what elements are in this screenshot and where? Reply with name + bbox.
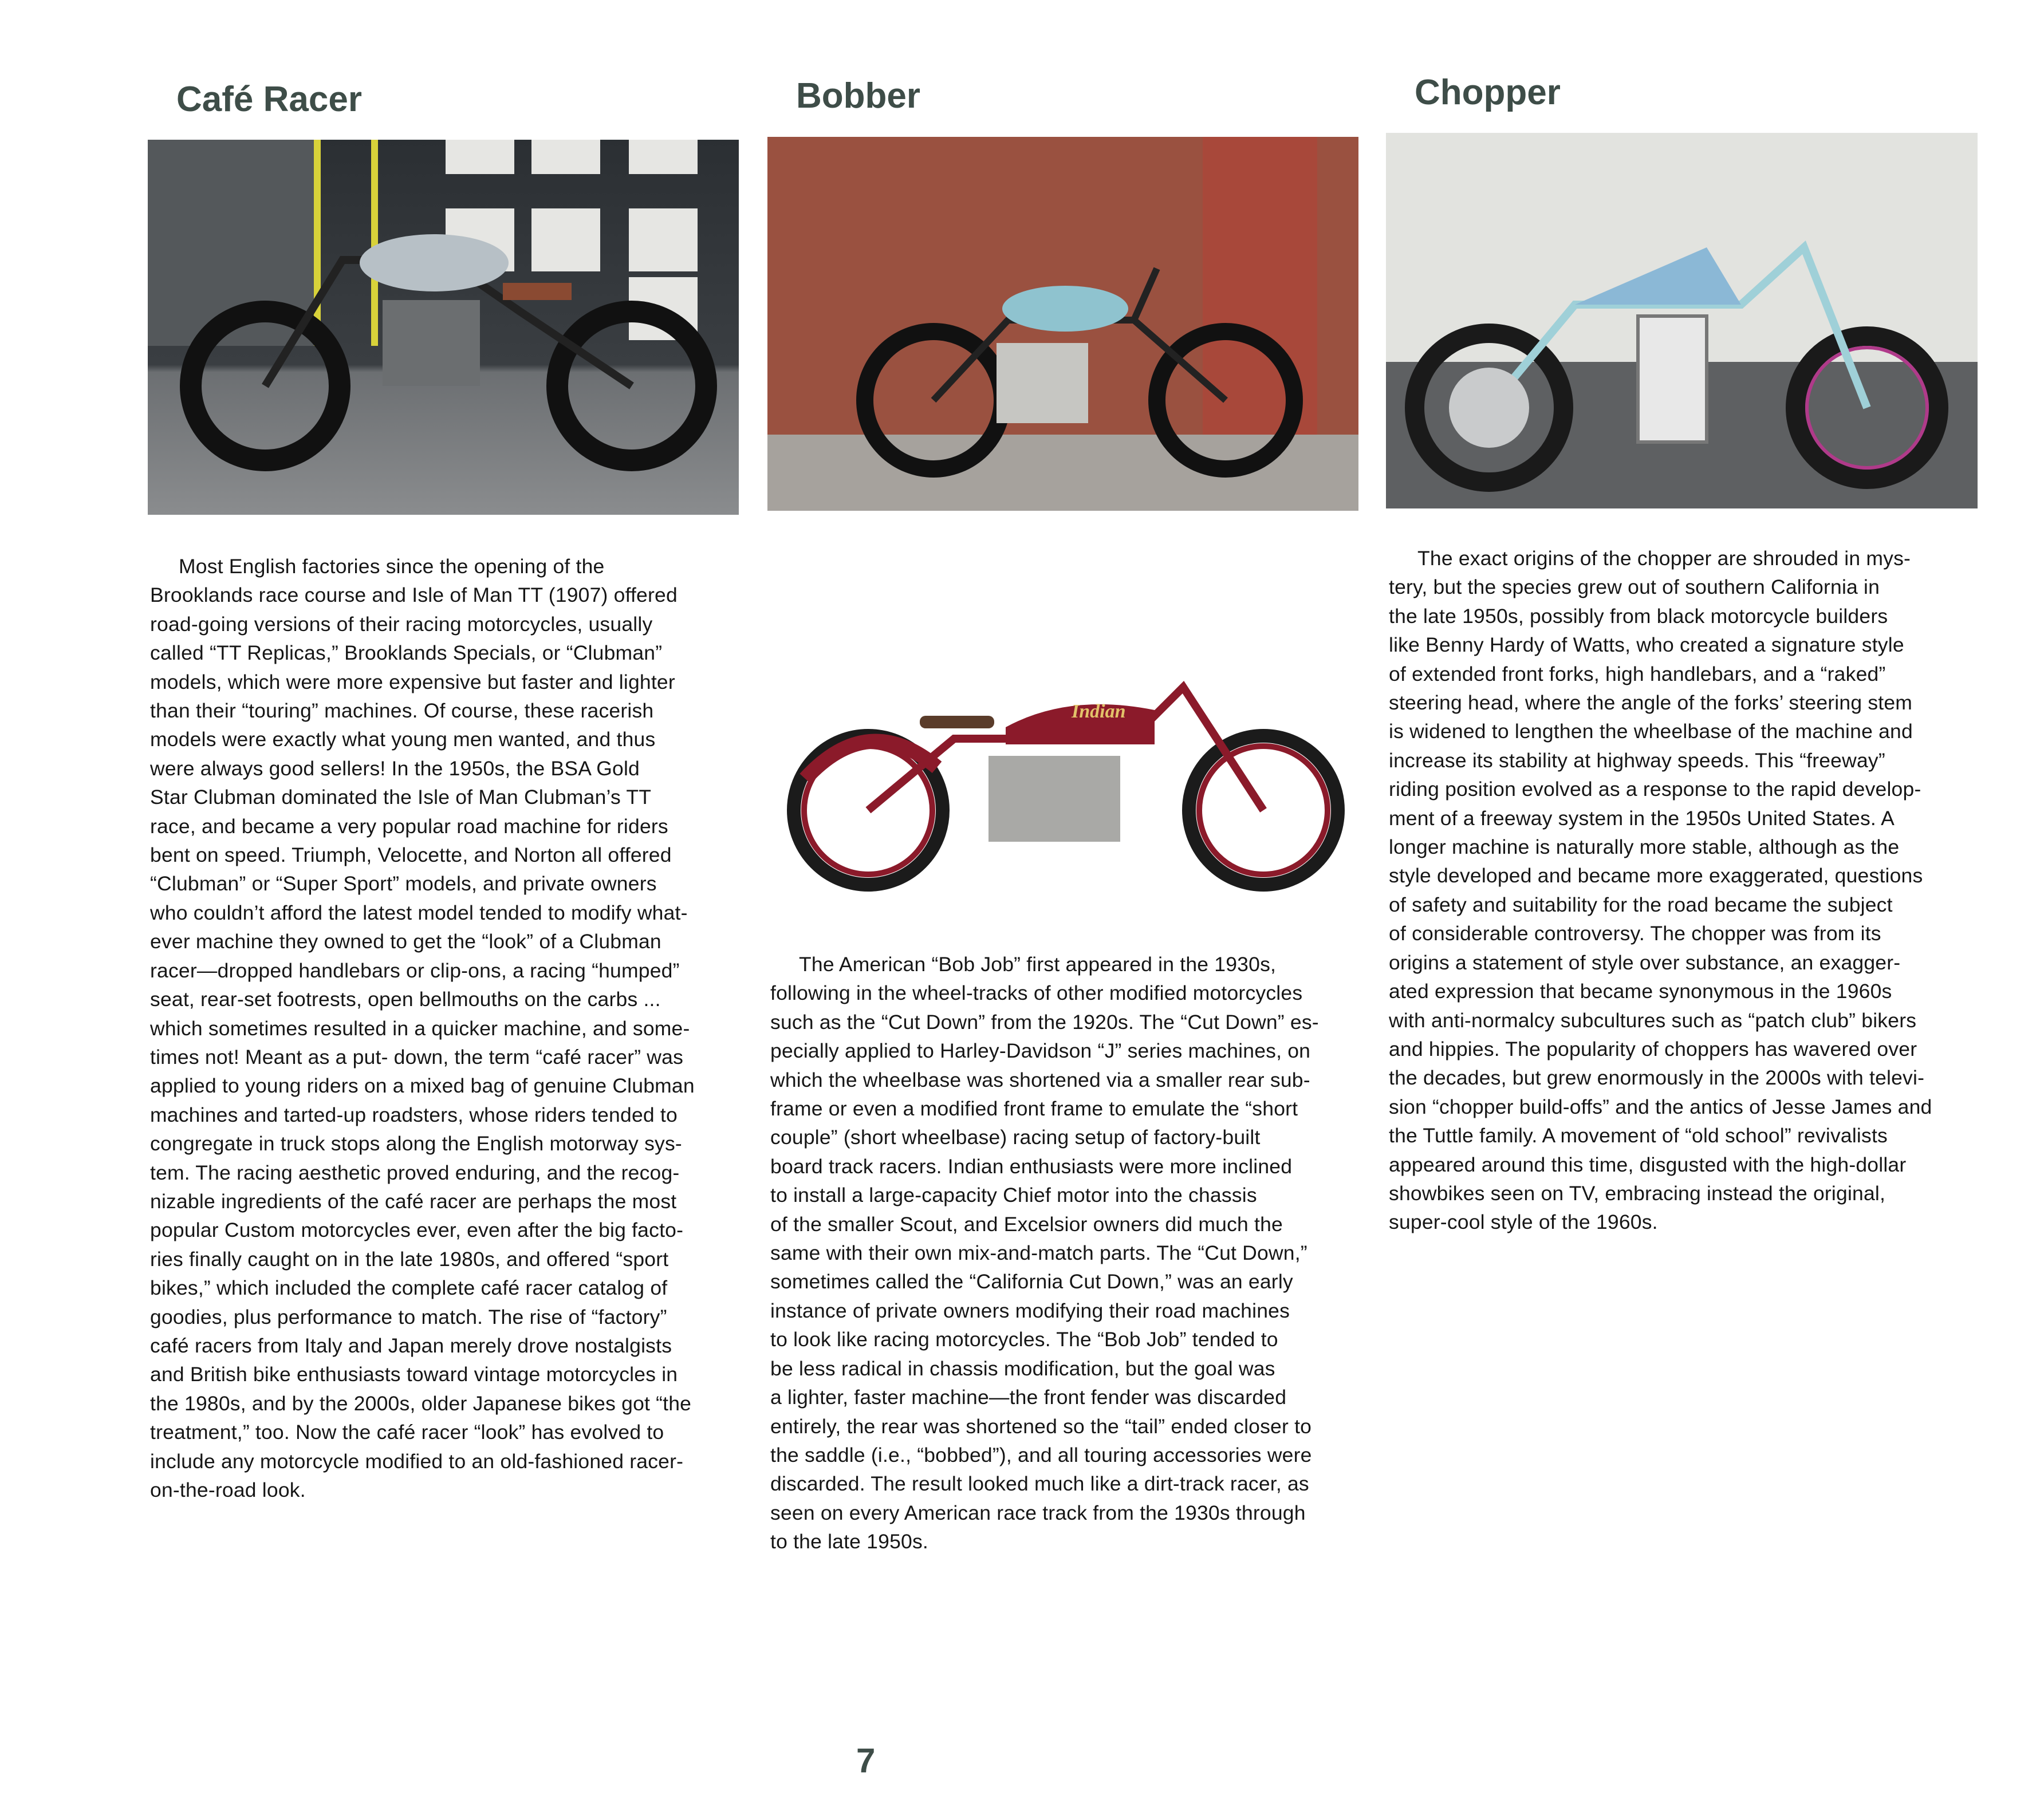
- text-line: “Clubman” or “Super Sport” models, and private owners: [150, 872, 657, 896]
- bobber-text: [770, 950, 1319, 1556]
- text-line: were always good sellers! In the 1950s, the BSA Gold: [150, 756, 640, 780]
- text-line: such as the “Cut Down” from the 1920s. The “Cut Down” es-: [770, 1010, 1319, 1034]
- text-line: sometimes called the “California Cut Down,” was an early: [770, 1270, 1293, 1294]
- chopper-photo: [1386, 133, 1978, 508]
- text-line: Star Clubman dominated the Isle of Man Clubman’s TT: [150, 786, 652, 809]
- text-line: the saddle (i.e., “bobbed”), and all touring accessories were: [770, 1443, 1312, 1466]
- text-line: to install a large-capacity Chief motor into the chassis: [770, 1184, 1257, 1207]
- text-line: than their “touring” machines. Of course, these racerish: [150, 699, 654, 723]
- text-line: like Benny Hardy of Watts, who created a signature style: [1389, 633, 1904, 657]
- text-line: following in the wheel-tracks of other modified motorcycles: [770, 981, 1303, 1005]
- text-line: nizable ingredients of the café racer are perhaps the most: [150, 1189, 677, 1213]
- text-line: super-cool style of the 1960s.: [1389, 1211, 1658, 1234]
- text-line: style developed and became more exaggerated, questions: [1389, 864, 1923, 888]
- section-title-bobber: Bobber: [796, 76, 920, 116]
- text-line: the decades, but grew enormously in the 2000s with televi-: [1389, 1066, 1925, 1090]
- text-line: pecially applied to Harley-Davidson “J” series machines, on: [770, 1039, 1311, 1063]
- text-line: ated expression that became synonymous in the 1960s: [1389, 980, 1892, 1003]
- text-line: applied to young riders on a mixed bag of genuine Clubman: [150, 1074, 695, 1098]
- text-line: which sometimes resulted in a quicker machine, and some-: [150, 1016, 690, 1040]
- text-line: discarded. The result looked much like a dirt-track racer, as: [770, 1472, 1309, 1496]
- text-line: is widened to lengthen the wheelbase of the machine and: [1389, 720, 1913, 743]
- text-line: to look like racing motorcycles. The “Bob Job” tended to: [770, 1328, 1278, 1351]
- text-line: The American “Bob Job” first appeared in the 1930s,: [799, 953, 1277, 976]
- text-line: racer—dropped handlebars or clip-ons, a racing “humped”: [150, 959, 680, 982]
- text-line: road-going versions of their racing motorcycles, usually: [150, 612, 653, 636]
- text-line: ever machine they owned to get the “look” of a Clubman: [150, 930, 661, 953]
- text-line: models were exactly what young men wanted, and thus: [150, 728, 656, 751]
- text-line: steering head, where the angle of the forks’ steering stem: [1389, 691, 1913, 715]
- section-title-cafe-racer: Café Racer: [176, 80, 362, 119]
- text-line: race, and became a very popular road machine for riders: [150, 814, 668, 838]
- text-line: machines and tarted-up roadsters, whose riders tended to: [150, 1103, 678, 1126]
- text-line: seen on every American race track from the 1930s through: [770, 1501, 1306, 1524]
- text-line: popular Custom motorcycles ever, even after the big facto-: [150, 1219, 684, 1242]
- text-line: on-the-road look.: [150, 1478, 306, 1501]
- text-line: Brooklands race course and Isle of Man TT (1907) offered: [150, 583, 678, 607]
- text-line: tem. The racing aesthetic proved enduring, and the recog-: [150, 1161, 680, 1184]
- text-line: of extended front forks, high handlebars, and a “raked”: [1389, 662, 1886, 685]
- text-line: café racers from Italy and Japan merely drove nostalgists: [150, 1334, 672, 1357]
- text-line: seat, rear-set footrests, open bellmouths on the carbs ...: [150, 988, 661, 1011]
- indian-motorcycle-photo: [782, 653, 1349, 899]
- text-line: include any motorcycle modified to an old-fashioned racer-: [150, 1449, 684, 1473]
- text-line: times not! Meant as a put- down, the term “café racer” was: [150, 1045, 684, 1068]
- text-line: with anti-normalcy subcultures such as “patch club” bikers: [1389, 1008, 1917, 1032]
- bobber-photo: [767, 137, 1358, 511]
- text-line: increase its stability at highway speeds. This “freeway”: [1389, 748, 1885, 772]
- text-line: ment of a freeway system in the 1950s United States. A: [1389, 806, 1895, 830]
- text-line: riding position evolved as a response to the rapid develop-: [1389, 778, 1921, 801]
- text-line: the 1980s, and by the 2000s, older Japanese bikes got “the: [150, 1391, 692, 1415]
- text-line: showbikes seen on TV, embracing instead the original,: [1389, 1181, 1886, 1205]
- text-line: of safety and suitability for the road became the subject: [1389, 893, 1893, 916]
- text-line: Most English factories since the opening of the: [179, 555, 605, 578]
- text-line: appeared around this time, disgusted with the high-dollar: [1389, 1153, 1907, 1176]
- text-line: bikes,” which included the complete café racer catalog of: [150, 1276, 668, 1300]
- text-line: of the smaller Scout, and Excelsior owners did much the: [770, 1212, 1283, 1236]
- text-line: frame or even a modified front frame to emulate the “short: [770, 1097, 1298, 1121]
- text-line: called “TT Replicas,” Brooklands Specials, or “Clubman”: [150, 641, 663, 665]
- text-line: models, which were more expensive but faster and lighter: [150, 670, 675, 693]
- text-line: ries finally caught on in the late 1980s, and offered “sport: [150, 1247, 669, 1271]
- tank-logo: Indian: [1072, 701, 1126, 722]
- text-line: the late 1950s, possibly from black motorcycle builders: [1389, 604, 1888, 628]
- text-line: and hippies. The popularity of choppers has wavered over: [1389, 1037, 1917, 1060]
- cafe-racer-photo: [148, 140, 739, 515]
- section-title-chopper: Chopper: [1415, 73, 1561, 112]
- text-line: couple” (short wheelbase) racing setup of factory-built: [770, 1126, 1261, 1149]
- text-line: longer machine is naturally more stable, although as the: [1389, 835, 1900, 859]
- text-line: be less radical in chassis modification, but the goal was: [770, 1357, 1275, 1380]
- text-line: treatment,” too. Now the café racer “look” has evolved to: [150, 1421, 664, 1444]
- text-line: same with their own mix-and-match parts. The “Cut Down,”: [770, 1241, 1307, 1265]
- text-line: and British bike enthusiasts toward vintage motorcycles in: [150, 1363, 678, 1386]
- text-line: instance of private owners modifying their road machines: [770, 1299, 1290, 1322]
- text-line: congregate in truck stops along the English motorway sys-: [150, 1132, 682, 1156]
- text-line: The exact origins of the chopper are shrouded in mys-: [1417, 547, 1911, 570]
- text-line: origins a statement of style over substance, an exagger-: [1389, 951, 1901, 974]
- text-line: to the late 1950s.: [770, 1530, 928, 1553]
- text-line: sion “chopper build-offs” and the antics of Jesse James and: [1389, 1095, 1932, 1118]
- text-line: entirely, the rear was shortened so the “tail” ended closer to: [770, 1414, 1312, 1438]
- chopper-text: [1389, 544, 1932, 1237]
- text-line: the Tuttle family. A movement of “old school” revivalists: [1389, 1124, 1888, 1148]
- text-line: a lighter, faster machine—the front fender was discarded: [770, 1386, 1287, 1409]
- text-line: bent on speed. Triumph, Velocette, and Norton all offered: [150, 843, 672, 867]
- text-line: goodies, plus performance to match. The rise of “factory”: [150, 1305, 667, 1328]
- cafe-racer-text: [150, 552, 695, 1504]
- text-line: which the wheelbase was shortened via a smaller rear sub-: [770, 1068, 1310, 1091]
- text-line: board track racers. Indian enthusiasts were more inclined: [770, 1154, 1293, 1178]
- text-line: of considerable controversy. The chopper was from its: [1389, 922, 1881, 945]
- page-number: 7: [856, 1741, 876, 1780]
- text-line: who couldn’t afford the latest model tended to modify what-: [150, 901, 688, 924]
- text-line: tery, but the species grew out of southern California in: [1389, 575, 1880, 599]
